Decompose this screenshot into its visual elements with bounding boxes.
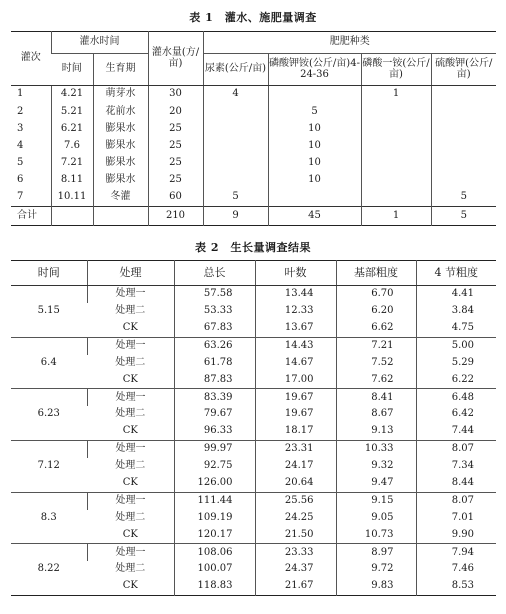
treatment-cell: 处理二 bbox=[115, 408, 146, 420]
value-cell: 25.56 bbox=[255, 492, 336, 509]
value-cell: 24.25 bbox=[255, 510, 336, 527]
value-cell: 19.67 bbox=[255, 389, 336, 406]
header-growth-stage: 生育期 bbox=[93, 54, 148, 86]
value-cell: 13.44 bbox=[255, 286, 336, 303]
table-row bbox=[11, 86, 496, 104]
cell-time: 7.6 bbox=[51, 138, 93, 155]
treatment-cell: 处理一 bbox=[87, 441, 174, 458]
treatment-cell: 处理二 bbox=[115, 356, 146, 368]
cell-round: 7 bbox=[17, 191, 24, 203]
cell-npk: 10 bbox=[268, 155, 361, 172]
cell-map bbox=[361, 120, 431, 137]
cell-urea bbox=[203, 172, 268, 189]
cell-urea: 5 bbox=[203, 189, 268, 207]
value-cell: 4.41 bbox=[416, 286, 496, 303]
cell-map bbox=[361, 172, 431, 189]
header-water-amount: 灌水量(方/亩) bbox=[148, 32, 203, 86]
value-cell: 120.17 bbox=[174, 526, 255, 543]
cell-sop bbox=[431, 138, 496, 155]
treatment-cell: CK bbox=[122, 580, 138, 592]
table-row bbox=[11, 286, 496, 303]
cell-sop bbox=[431, 155, 496, 172]
table-row bbox=[11, 103, 496, 120]
table-row bbox=[11, 389, 496, 406]
value-cell: 92.75 bbox=[174, 458, 255, 475]
value-cell: 3.84 bbox=[416, 303, 496, 320]
value-cell: 9.13 bbox=[336, 423, 416, 440]
table-row bbox=[11, 337, 496, 354]
cell-stage: 膨果水 bbox=[93, 155, 148, 172]
value-cell: 24.37 bbox=[255, 561, 336, 578]
treatment-cell: 处理一 bbox=[87, 286, 174, 303]
value-cell: 10.73 bbox=[336, 526, 416, 543]
value-cell: 6.48 bbox=[416, 389, 496, 406]
cell-urea bbox=[203, 155, 268, 172]
table-row bbox=[11, 189, 496, 207]
value-cell: 67.83 bbox=[174, 320, 255, 337]
value-cell: 19.67 bbox=[255, 406, 336, 423]
value-cell: 9.83 bbox=[336, 578, 416, 595]
cell-sop bbox=[431, 172, 496, 189]
value-cell: 12.33 bbox=[255, 303, 336, 320]
cell-round: 6 bbox=[17, 174, 24, 186]
value-cell: 7.52 bbox=[336, 355, 416, 372]
header-npk: 磷酸钾铵(公斤/亩)4-24-36 bbox=[268, 54, 361, 86]
treatment-cell: CK bbox=[122, 476, 138, 488]
value-cell: 4.75 bbox=[416, 320, 496, 337]
total-map: 1 bbox=[361, 207, 431, 225]
date-cell: 5.15 bbox=[11, 286, 87, 338]
value-cell: 61.78 bbox=[174, 355, 255, 372]
treatment-cell: CK bbox=[122, 373, 138, 385]
value-cell: 79.67 bbox=[174, 406, 255, 423]
value-cell: 21.67 bbox=[255, 578, 336, 595]
cell-time: 10.11 bbox=[51, 189, 93, 207]
date-cell: 6.4 bbox=[11, 337, 87, 389]
irrigation-fertilizer-table bbox=[11, 31, 496, 226]
cell-water: 25 bbox=[148, 155, 203, 172]
cell-urea bbox=[203, 138, 268, 155]
value-cell: 6.62 bbox=[336, 320, 416, 337]
cell-urea bbox=[203, 120, 268, 137]
value-cell: 5.29 bbox=[416, 355, 496, 372]
value-cell: 8.44 bbox=[416, 475, 496, 492]
value-cell: 23.31 bbox=[255, 441, 336, 458]
value-cell: 96.33 bbox=[174, 423, 255, 440]
value-cell: 9.90 bbox=[416, 526, 496, 543]
cell-round: 1 bbox=[17, 88, 24, 100]
value-cell: 9.72 bbox=[336, 561, 416, 578]
value-cell: 6.22 bbox=[416, 371, 496, 388]
value-cell: 126.00 bbox=[174, 475, 255, 492]
value-cell: 108.06 bbox=[174, 544, 255, 561]
cell-urea bbox=[203, 103, 268, 120]
column-header: 处理 bbox=[87, 261, 174, 286]
value-cell: 24.17 bbox=[255, 458, 336, 475]
value-cell: 53.33 bbox=[174, 303, 255, 320]
value-cell: 7.21 bbox=[336, 337, 416, 354]
value-cell: 8.53 bbox=[416, 578, 496, 595]
treatment-cell: 处理二 bbox=[115, 511, 146, 523]
cell-sop bbox=[431, 120, 496, 137]
table2-caption: 表 2 生长量调查结果 bbox=[195, 241, 311, 254]
treatment-cell: 处理一 bbox=[87, 337, 174, 354]
cell-time: 6.21 bbox=[51, 120, 93, 137]
cell-water: 25 bbox=[148, 138, 203, 155]
treatment-cell: CK bbox=[122, 321, 138, 333]
cell-map bbox=[361, 103, 431, 120]
treatment-cell: CK bbox=[122, 425, 138, 437]
total-urea: 9 bbox=[203, 207, 268, 225]
cell-stage: 冬灌 bbox=[93, 189, 148, 207]
header-fertilizer-types: 肥肥种类 bbox=[203, 32, 496, 54]
value-cell: 6.42 bbox=[416, 406, 496, 423]
cell-sop bbox=[431, 103, 496, 120]
value-cell: 8.41 bbox=[336, 389, 416, 406]
total-water: 210 bbox=[148, 207, 203, 225]
header-round: 灌次 bbox=[11, 32, 51, 86]
treatment-cell: 处理一 bbox=[87, 544, 174, 561]
table1-body bbox=[11, 86, 496, 226]
value-cell: 100.07 bbox=[174, 561, 255, 578]
header-urea: 尿素(公斤/亩) bbox=[203, 54, 268, 86]
cell-sop: 5 bbox=[431, 189, 496, 207]
date-cell: 6.23 bbox=[11, 389, 87, 441]
cell-map bbox=[361, 189, 431, 207]
table1-caption: 表 1 灌水、施肥量调查 bbox=[189, 11, 317, 24]
total-empty bbox=[51, 207, 93, 225]
value-cell: 14.43 bbox=[255, 337, 336, 354]
value-cell: 21.50 bbox=[255, 526, 336, 543]
cell-map: 1 bbox=[361, 86, 431, 104]
cell-stage: 膨果水 bbox=[93, 120, 148, 137]
header-time: 时间 bbox=[51, 54, 93, 86]
total-empty bbox=[93, 207, 148, 225]
cell-round: 2 bbox=[17, 105, 24, 117]
value-cell: 14.67 bbox=[255, 355, 336, 372]
value-cell: 9.47 bbox=[336, 475, 416, 492]
value-cell: 8.07 bbox=[416, 492, 496, 509]
treatment-cell: 处理一 bbox=[87, 492, 174, 509]
value-cell: 99.97 bbox=[174, 441, 255, 458]
table-row bbox=[11, 172, 496, 189]
cell-npk: 10 bbox=[268, 120, 361, 137]
date-cell: 8.3 bbox=[11, 492, 87, 544]
total-label: 合计 bbox=[11, 207, 51, 225]
total-row bbox=[11, 207, 496, 225]
value-cell: 109.19 bbox=[174, 510, 255, 527]
cell-urea: 4 bbox=[203, 86, 268, 104]
value-cell: 23.33 bbox=[255, 544, 336, 561]
table-row bbox=[11, 155, 496, 172]
cell-stage: 膨果水 bbox=[93, 138, 148, 155]
value-cell: 7.44 bbox=[416, 423, 496, 440]
value-cell: 6.70 bbox=[336, 286, 416, 303]
cell-stage: 膨果水 bbox=[93, 172, 148, 189]
value-cell: 87.83 bbox=[174, 371, 255, 388]
column-header: 4 节粗度 bbox=[416, 261, 496, 286]
value-cell: 9.05 bbox=[336, 510, 416, 527]
value-cell: 8.07 bbox=[416, 441, 496, 458]
value-cell: 63.26 bbox=[174, 337, 255, 354]
cell-water: 30 bbox=[148, 86, 203, 104]
value-cell: 111.44 bbox=[174, 492, 255, 509]
table-row bbox=[11, 441, 496, 458]
value-cell: 7.46 bbox=[416, 561, 496, 578]
cell-time: 4.21 bbox=[51, 86, 93, 104]
value-cell: 8.67 bbox=[336, 406, 416, 423]
header-map: 磷酸一铵(公斤/亩) bbox=[361, 54, 431, 86]
cell-stage: 萌芽水 bbox=[93, 86, 148, 104]
cell-time: 8.11 bbox=[51, 172, 93, 189]
header-irrigation-time: 灌水时间 bbox=[51, 32, 148, 54]
column-header: 总长 bbox=[174, 261, 255, 286]
value-cell: 7.94 bbox=[416, 544, 496, 561]
value-cell: 83.39 bbox=[174, 389, 255, 406]
value-cell: 9.32 bbox=[336, 458, 416, 475]
date-cell: 7.12 bbox=[11, 441, 87, 493]
treatment-cell: CK bbox=[122, 528, 138, 540]
cell-npk: 10 bbox=[268, 138, 361, 155]
value-cell: 13.67 bbox=[255, 320, 336, 337]
table-row bbox=[11, 120, 496, 137]
cell-round: 5 bbox=[17, 157, 24, 169]
value-cell: 9.15 bbox=[336, 492, 416, 509]
value-cell: 17.00 bbox=[255, 371, 336, 388]
growth-survey-table bbox=[11, 260, 496, 596]
table2-body bbox=[11, 286, 496, 596]
value-cell: 8.97 bbox=[336, 544, 416, 561]
cell-round: 3 bbox=[17, 122, 24, 134]
cell-round: 4 bbox=[17, 139, 24, 151]
date-cell: 8.22 bbox=[11, 544, 87, 596]
value-cell: 18.17 bbox=[255, 423, 336, 440]
cell-npk bbox=[268, 86, 361, 104]
cell-stage: 花前水 bbox=[93, 103, 148, 120]
treatment-cell: 处理二 bbox=[115, 563, 146, 575]
treatment-cell: 处理二 bbox=[115, 460, 146, 472]
cell-map bbox=[361, 138, 431, 155]
treatment-cell: 处理一 bbox=[87, 389, 174, 406]
header-sop: 硫酸钾(公斤/亩) bbox=[431, 54, 496, 86]
cell-sop bbox=[431, 86, 496, 104]
table-row bbox=[11, 138, 496, 155]
column-header: 基部粗度 bbox=[336, 261, 416, 286]
cell-npk: 10 bbox=[268, 172, 361, 189]
cell-water: 25 bbox=[148, 172, 203, 189]
value-cell: 118.83 bbox=[174, 578, 255, 595]
treatment-cell: 处理二 bbox=[115, 305, 146, 317]
total-sop: 5 bbox=[431, 207, 496, 225]
table-row bbox=[11, 544, 496, 561]
value-cell: 7.62 bbox=[336, 371, 416, 388]
value-cell: 7.01 bbox=[416, 510, 496, 527]
total-npk: 45 bbox=[268, 207, 361, 225]
cell-water: 20 bbox=[148, 103, 203, 120]
value-cell: 6.20 bbox=[336, 303, 416, 320]
cell-time: 7.21 bbox=[51, 155, 93, 172]
cell-npk bbox=[268, 189, 361, 207]
table2-header-row bbox=[11, 261, 496, 286]
value-cell: 20.64 bbox=[255, 475, 336, 492]
cell-map bbox=[361, 155, 431, 172]
cell-water: 60 bbox=[148, 189, 203, 207]
cell-time: 5.21 bbox=[51, 103, 93, 120]
table-row bbox=[11, 492, 496, 509]
cell-water: 25 bbox=[148, 120, 203, 137]
value-cell: 5.00 bbox=[416, 337, 496, 354]
value-cell: 57.58 bbox=[174, 286, 255, 303]
column-header: 叶数 bbox=[255, 261, 336, 286]
cell-npk: 5 bbox=[268, 103, 361, 120]
value-cell: 10.33 bbox=[336, 441, 416, 458]
column-header: 时间 bbox=[11, 261, 87, 286]
value-cell: 7.34 bbox=[416, 458, 496, 475]
